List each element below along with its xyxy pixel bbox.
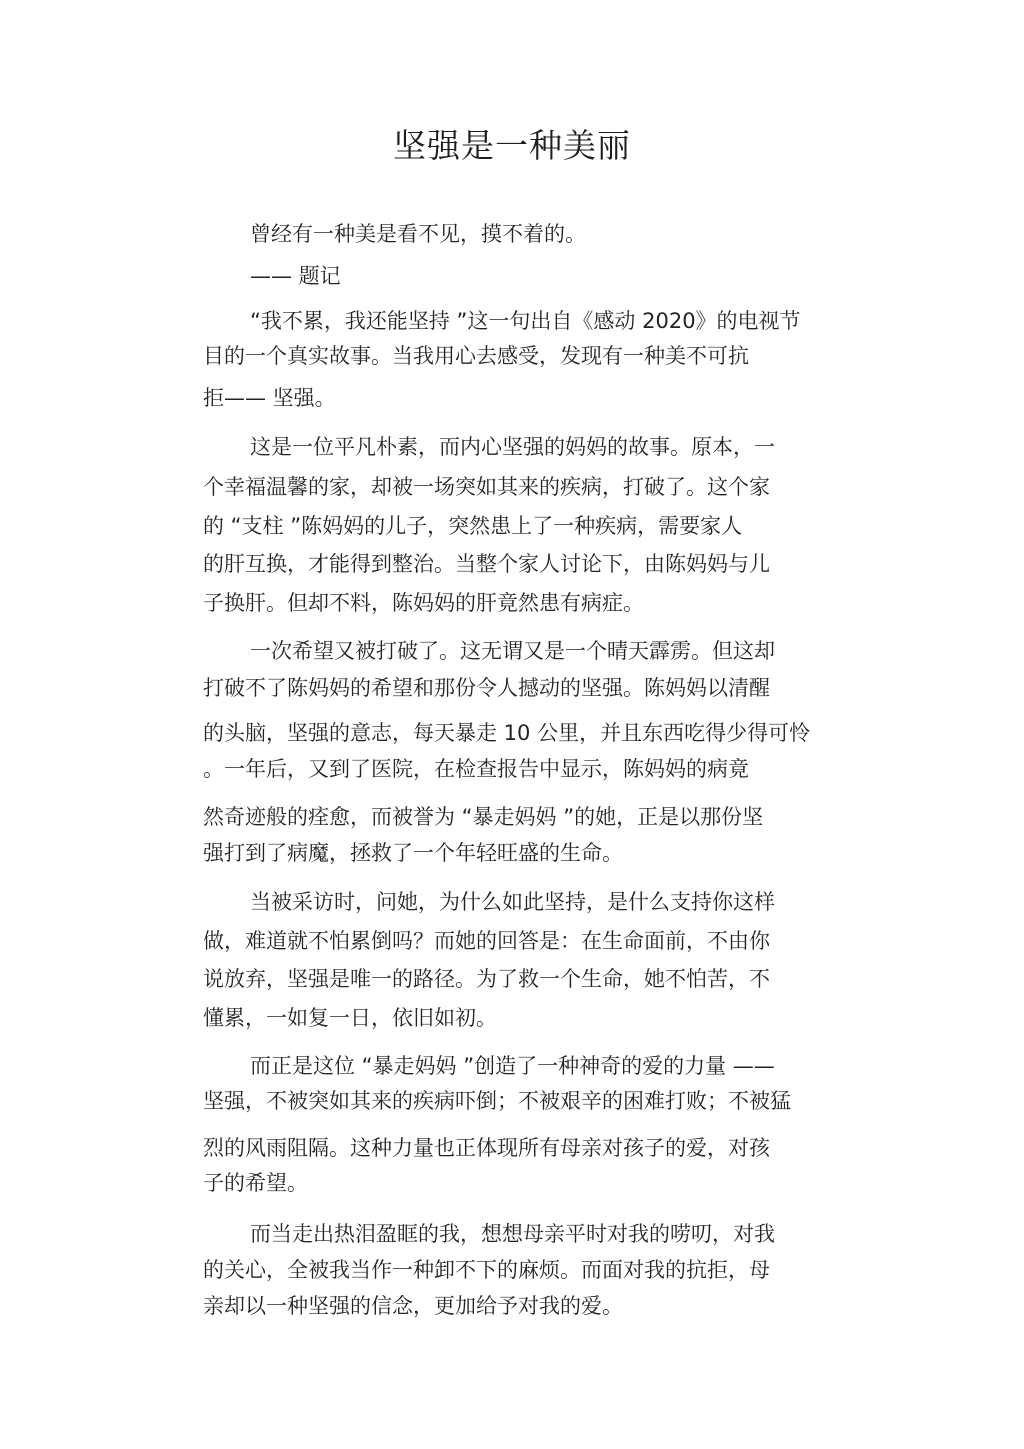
paragraph-line: 而正是这位 “暴走妈妈 ”创造了一种神奇的爱的力量 —— [250,1054,775,1078]
paragraph-line: 做，难道就不怕累倒吗？而她的回答是：在生命面前，不由你 [203,929,770,953]
paragraph-line: 亲却以一种坚强的信念，更加给予对我的爱。 [203,1294,623,1318]
paragraph-line: 的 “支柱 ”陈妈妈的儿子，突然患上了一种疾病，需要家人 [203,514,743,538]
paragraph-line: 当被采访时，问她，为什么如此坚持，是什么支持你这样 [250,890,775,914]
paragraph-line: 烈的风雨阻隔。这种力量也正体现所有母亲对孩子的爱，对孩 [203,1136,770,1160]
paragraph-line: 目的一个真实故事。当我用心去感受，发现有一种美不可抗 [203,344,749,368]
paragraph-line: 打破不了陈妈妈的希望和那份令人撼动的坚强。陈妈妈以清醒 [203,676,770,700]
paragraph-line: 的头脑，坚强的意志，每天暴走 10 公里，并且东西吃得少得可怜 [203,721,811,745]
paragraph-line: 的关心，全被我当作一种卸不下的麻烦。而面对我的抗拒，母 [203,1258,770,1282]
paragraph-line: 说放弃，坚强是唯一的路径。为了救一个生命，她不怕苦，不 [203,967,770,991]
paragraph-line: 的肝互换，才能得到整治。当整个家人讨论下，由陈妈妈与儿 [203,552,770,576]
paragraph-line: 坚强，不被突如其来的疾病吓倒；不被艰辛的困难打败；不被猛 [203,1089,791,1113]
paragraph-line: 强打到了病魔，拯救了一个年轻旺盛的生命。 [203,841,623,865]
paragraph-line: “我不累，我还能坚持 ”这一句出自《感动 2020》的电视节 [250,309,801,333]
paragraph-line: 。一年后，又到了医院，在检查报告中显示，陈妈妈的病竟 [203,757,749,781]
paragraph-line: 个幸福温馨的家，却被一场突如其来的疾病，打破了。这个家 [203,475,770,499]
paragraph-line: 然奇迹般的痊愈，而被誉为 “暴走妈妈 ”的她，正是以那份坚 [203,805,764,829]
paragraph-line: 子的希望。 [203,1171,308,1195]
paragraph-line: 懂累，一如复一日，依旧如初。 [203,1006,497,1030]
paragraph-line: 这是一位平凡朴素，而内心坚强的妈妈的故事。原本，一 [250,435,775,459]
paragraph-line: 一次希望又被打破了。这无谓又是一个晴天霹雳。但这却 [250,639,775,663]
epigraph-line: 曾经有一种美是看不见，摸不着的。 [250,222,586,246]
paragraph-line: 拒—— 坚强。 [203,386,336,410]
document-title: 坚强是一种美丽 [393,126,631,165]
paragraph-line: 而当走出热泪盈眶的我，想想母亲平时对我的唠叨，对我 [250,1222,775,1246]
epigraph-attribution: —— 题记 [250,264,341,288]
paragraph-line: 子换肝。但却不料，陈妈妈的肝竟然患有病症。 [203,591,644,615]
